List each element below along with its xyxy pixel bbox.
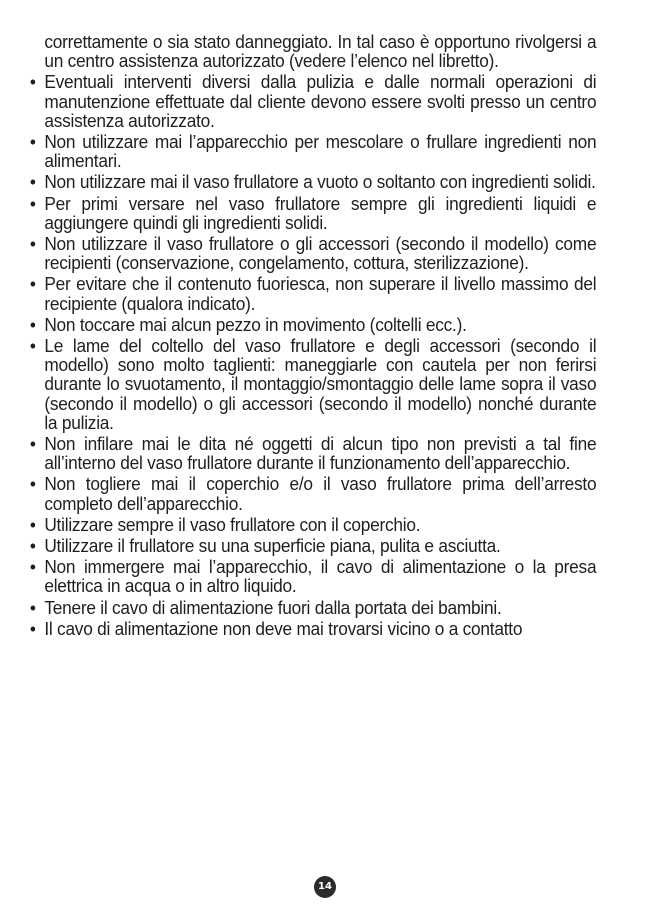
list-item: • Il cavo di alimentazione non deve mai trovarsi vicino o a contatto: [28, 620, 596, 639]
list-item: • Non utilizzare mai il vaso frullatore a vuoto o soltanto con ingredienti solidi.: [28, 173, 596, 192]
list-item: • Non utilizzare il vaso frullatore o gli accessori (secondo il modello) come recipienti (conservazione, congelamento, cottura, sterilizzazione).: [28, 235, 596, 273]
page-number-badge: 14: [314, 876, 336, 898]
list-item: • Per evitare che il contenuto fuoriesca, non superare il livello massimo del recipiente (qualora indicato).: [28, 275, 596, 313]
list-item: • Utilizzare sempre il vaso frullatore con il coperchio.: [28, 516, 596, 535]
list-item: • Non immergere mai l’apparecchio, il cavo di alimentazione o la presa elettrica in acqua o in altro liquido.: [28, 558, 596, 596]
list-item: • Per primi versare nel vaso frullatore sempre gli ingredienti liquidi e aggiungere quindi gli ingredienti solidi.: [28, 195, 596, 233]
continuation-paragraph: correttamente o sia stato danneggiato. In tal caso è opportuno rivolgersi a un centro assistenza autorizzato (vedere l’elenco nel libretto).: [44, 32, 597, 72]
list-item: • Utilizzare il frullatore su una superficie piana, pulita e asciutta.: [28, 537, 596, 556]
list-item: • Non infilare mai le dita né oggetti di alcun tipo non previsti a tal fine all’interno del vaso frullatore durante il funzionamento dell’apparecchio.: [28, 435, 596, 473]
list-item: • Non togliere mai il coperchio e/o il vaso frullatore prima dell’arresto completo dell’apparecchio.: [28, 475, 596, 513]
list-item: • Tenere il cavo di alimentazione fuori dalla portata dei bambini.: [28, 599, 596, 618]
safety-instructions: [28, 33, 596, 641]
instruction-list: [28, 73, 596, 639]
list-item: • Eventuali interventi diversi dalla pulizia e dalle normali operazioni di manutenzione effettuate dal cliente devono essere svolti presso un centro assistenza autorizzato.: [28, 73, 596, 131]
list-item: • Le lame del coltello del vaso frullatore e degli accessori (secondo il modello) sono molto taglienti: maneggiarle con cautela per non ferirsi durante lo svuotamento, il montaggio/smontaggio delle lame sopra il vaso (secondo il modello) o gli accessori (secondo il modello) nonché durante la pulizia.: [28, 337, 596, 433]
list-item: • Non utilizzare mai l’apparecchio per mescolare o frullare ingredienti non alimentari.: [28, 133, 596, 171]
list-item: • Non toccare mai alcun pezzo in movimento (coltelli ecc.).: [28, 316, 596, 335]
